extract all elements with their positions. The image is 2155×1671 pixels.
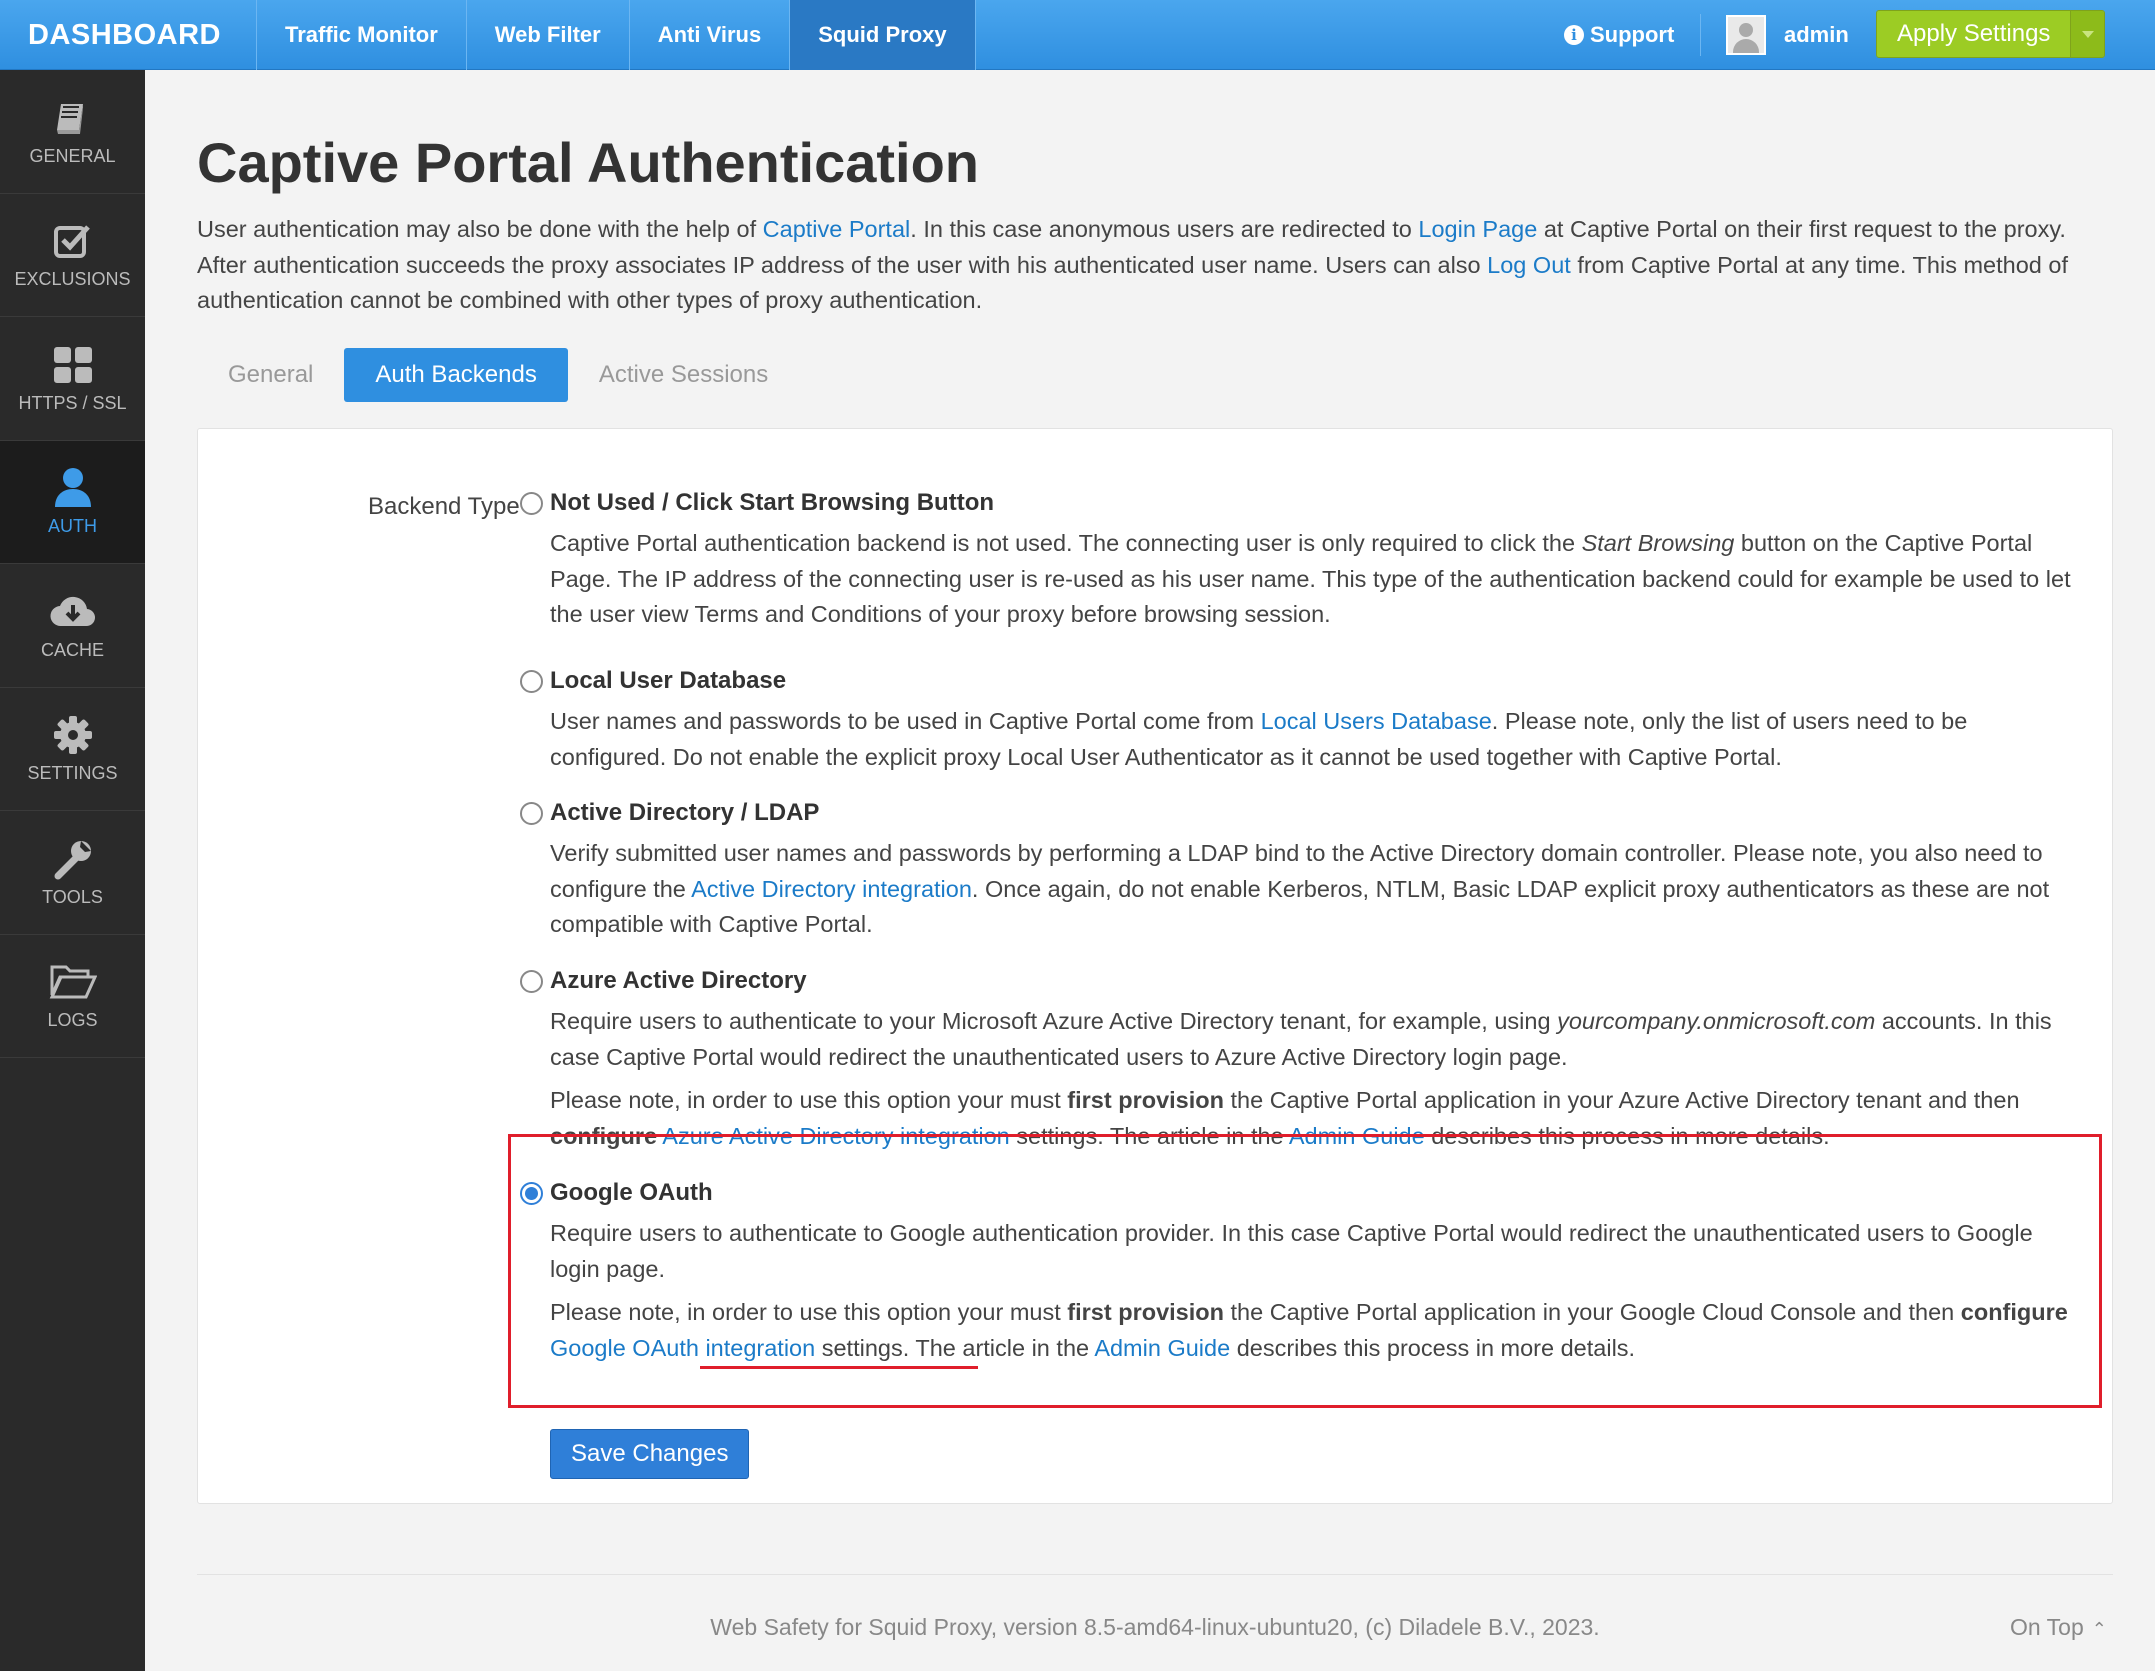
checkbox-icon	[52, 219, 94, 263]
local-users-database-link[interactable]: Local Users Database	[1260, 708, 1492, 734]
radio-active-directory-ldap[interactable]	[520, 802, 543, 825]
admin-guide-link[interactable]: Admin Guide	[1288, 1122, 1425, 1149]
backend-type-label: Backend Type	[368, 493, 520, 520]
sidebar-item-label: TOOLS	[42, 886, 103, 907]
option-title: Local User Database	[550, 667, 787, 694]
option-active-directory-ldap	[550, 795, 2080, 943]
brand-logo[interactable]: DASHBOARD	[28, 18, 221, 51]
sidebar-item-label: LOGS	[47, 1010, 98, 1031]
highlight-underline	[700, 1366, 978, 1369]
option-azure-active-directory	[550, 963, 2080, 1154]
option-title: Not Used / Click Start Browsing Button	[550, 489, 995, 516]
cloud-download-icon	[49, 590, 97, 634]
intro-paragraph: User authentication may also be done with the help of Captive Portal. In this case anonymous users are redirected to Login Page at Captive Portal on their first request to the proxy. After authentication succeeds the proxy associates IP address of the user with his authenticated user name. Users can also Log Out from Captive Portal at any time. This method of authentication cannot be combined with other types of proxy authentication.	[197, 216, 2068, 313]
user-name: admin	[1784, 22, 1849, 47]
save-changes-button[interactable]: Save Changes	[550, 1429, 749, 1479]
support-label: Support	[1590, 22, 1675, 47]
option-description: Captive Portal authentication backend is not used. The connecting user is only required to click the Start Browsing button on the Captive Portal Page. The IP address of the connecting user is re-used as his user name. This type of the authentication backend could for example be used to let the user view Terms and Conditions of your proxy before browsing session.	[550, 530, 2071, 627]
wrench-icon	[52, 837, 94, 881]
captive-portal-link[interactable]: Captive Portal	[762, 216, 911, 242]
log-out-link[interactable]: Log Out	[1487, 251, 1571, 278]
sidebar-item-general[interactable]	[0, 70, 145, 194]
option-note: Please note, in order to use this option your must first provision the Captive Portal application in your Google Cloud Console and then configure Google OAuth integration settings. The article in the Admin Guide describes this process in more details.	[550, 1299, 2068, 1361]
active-directory-integration-link[interactable]: Active Directory integration	[691, 875, 972, 902]
radio-azure-active-directory[interactable]	[520, 970, 543, 993]
footer-divider	[197, 1574, 2113, 1575]
option-title: Active Directory / LDAP	[550, 799, 820, 826]
azure-ad-integration-link[interactable]: Azure Active Directory integration	[662, 1122, 1010, 1149]
nav-web-filter[interactable]: Web Filter	[466, 0, 629, 70]
sidebar-item-auth[interactable]	[0, 441, 145, 565]
top-navbar	[0, 0, 2155, 70]
avatar	[1726, 15, 1766, 55]
book-icon	[53, 96, 93, 140]
option-note: Please note, in order to use this option your must first provision the Captive Portal application in your Azure Active Directory tenant and then configure Azure Active Directory integration settings. The article in the Admin Guide describes this process in more details.	[550, 1087, 2020, 1149]
sidebar-item-label: HTTPS / SSL	[18, 392, 127, 413]
chevron-up-icon: ⌃	[2091, 1619, 2107, 1639]
user-menu[interactable]	[1726, 0, 1849, 70]
option-description: Require users to authenticate to your Microsoft Azure Active Directory tenant, for example, using yourcompany.onmicrosoft.com accounts. In this case Captive Portal would redirect the unauthenticated users to Azure Active Directory login page.	[550, 1008, 2052, 1070]
on-top-label: On Top	[2010, 1614, 2084, 1640]
sidebar-item-label: SETTINGS	[27, 763, 118, 784]
option-description: User names and passwords to be used in Captive Portal come from Local Users Database. Please note, only the list of users need to be configured. Do not enable the explicit proxy Local User Authenticator as it cannot be used together with Captive Portal.	[550, 708, 1968, 770]
info-icon: i	[1564, 25, 1584, 45]
footer-copyright: Web Safety for Squid Proxy, version 8.5-amd64-linux-ubuntu20, (c) Diladele B.V., 2023.	[710, 1614, 1600, 1640]
nav-anti-virus[interactable]: Anti Virus	[629, 0, 790, 70]
google-oauth-integration-link[interactable]: Google OAuth integration	[550, 1334, 816, 1361]
sidebar-item-tools[interactable]	[0, 811, 145, 935]
sidebar-item-label: EXCLUSIONS	[14, 269, 131, 290]
sidebar-item-label: GENERAL	[29, 145, 116, 166]
tab-auth-backends[interactable]: Auth Backends	[344, 348, 567, 402]
sidebar-item-https-ssl[interactable]	[0, 317, 145, 441]
option-description: Require users to authenticate to Google authentication provider. In this case Captive Portal would redirect the unauthenticated users to Google login page.	[550, 1220, 2033, 1282]
main-nav	[256, 0, 976, 70]
folder-open-icon	[49, 960, 97, 1004]
user-icon	[53, 466, 93, 510]
login-page-link[interactable]: Login Page	[1418, 216, 1538, 242]
sidebar	[0, 70, 145, 1671]
apply-settings-button[interactable]: Apply Settings	[1877, 11, 2070, 57]
option-not-used	[550, 485, 2080, 633]
sidebar-item-exclusions[interactable]	[0, 194, 145, 318]
option-title: Google OAuth	[550, 1179, 713, 1206]
option-description: Verify submitted user names and passwords by performing a LDAP bind to the Active Directory domain controller. Please note, you also need to configure the Active Directory integration. Once again, do not enable Kerberos, NTLM, Basic LDAP explicit proxy authenticators as these are not compatible with Captive Portal.	[550, 840, 2050, 937]
support-link[interactable]	[1564, 0, 1674, 70]
sidebar-item-cache[interactable]	[0, 564, 145, 688]
sidebar-item-logs[interactable]	[0, 935, 145, 1059]
sidebar-item-label: CACHE	[40, 639, 104, 660]
nav-squid-proxy[interactable]: Squid Proxy	[789, 0, 975, 70]
apply-settings-group	[1876, 10, 2105, 58]
page-title: Captive Portal Authentication	[197, 131, 980, 194]
tab-bar	[197, 348, 799, 402]
radio-not-used[interactable]	[520, 492, 543, 515]
admin-guide-link[interactable]: Admin Guide	[1094, 1334, 1231, 1361]
tab-general[interactable]: General	[228, 361, 314, 388]
radio-local-user-database[interactable]	[520, 670, 543, 693]
gear-icon	[52, 713, 94, 757]
apply-dropdown-caret[interactable]	[2070, 11, 2104, 57]
nav-traffic-monitor[interactable]: Traffic Monitor	[256, 0, 466, 70]
sidebar-item-settings[interactable]	[0, 688, 145, 812]
tab-active-sessions[interactable]: Active Sessions	[598, 361, 769, 388]
navbar-divider	[1700, 14, 1701, 56]
on-top-link[interactable]	[2010, 1614, 2107, 1641]
option-title: Azure Active Directory	[550, 967, 807, 994]
option-local-user-database	[550, 663, 2080, 775]
grid-icon	[52, 343, 94, 387]
sidebar-item-label: AUTH	[48, 516, 97, 537]
